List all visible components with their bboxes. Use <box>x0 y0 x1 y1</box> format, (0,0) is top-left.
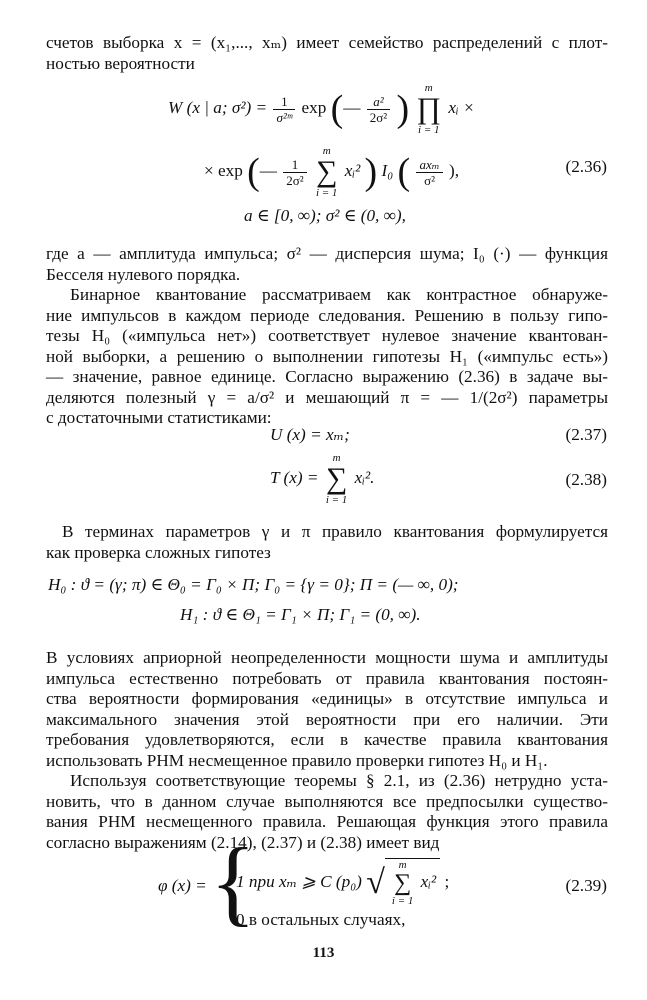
text-line: — значение, равное единице. Согласно выражению (2.36) в задаче вы- <box>46 367 608 386</box>
definition-paragraph <box>46 244 608 285</box>
fraction: $\frac{\text{axₘ}}{\text{σ²}}$ <box>416 157 442 188</box>
text-line: где a — амплитуда импульса; σ² — дисперсия шума; I₀ (·) — функция <box>46 244 608 263</box>
text-line: ностью вероятности <box>46 53 195 73</box>
equation-2-37: U (x) = xₘ; <box>270 425 350 444</box>
equation-2-38: T (x) = m ∑ i = 1 xᵢ². <box>270 452 375 506</box>
bessel-function: I₀ <box>381 160 394 180</box>
text-line: импульса естественно потребовать от правила квантования постоян- <box>46 668 608 688</box>
sum-body: xᵢ² <box>344 160 361 180</box>
exp-function: exp <box>301 97 327 117</box>
text-line: В условиях априорной неопределенности мощности шума и амплитуды <box>46 648 608 667</box>
text-line: счетов выборка x = (x₁,..., xₘ) имеет семейство распределений с плот- <box>46 33 608 52</box>
equation-2-39-case-2: 0 в остальных случаях, <box>236 910 406 929</box>
text-line: ной выборки, а решению о выполнении гипотезы H₁ («импульс есть») <box>46 346 608 366</box>
sum-operator: m ∑ i = 1 <box>315 145 338 199</box>
fraction: $\frac{\text{a²}}{\text{2σ²}}$ <box>367 94 390 125</box>
text-line: ние импульсов в каждом периоде следования. Решению в пользу гипо- <box>46 305 608 325</box>
text-line: Бинарное квантование рассматриваем как контрастное обнаруже- <box>70 285 608 304</box>
equation-domain: a ∈ [0, ∞); σ² ∈ (0, ∞), <box>244 206 406 225</box>
paragraph-theorems <box>46 771 608 853</box>
text-line: с достаточными статистиками: <box>46 408 272 427</box>
paragraph-a-priori <box>46 648 608 771</box>
hypothesis-h0: H₀ : ϑ = (γ; π) ∈ Θ₀ = Γ₀ × Π; Γ₀ = {γ = 0}; Π = (— ∞, 0); <box>48 575 459 594</box>
text-line: использовать РНМ несмещенное правило проверки гипотез H₀ и H₁. <box>46 750 548 770</box>
page-number: 113 <box>312 945 335 961</box>
equation-number: (2.36) <box>565 157 607 176</box>
text-line: деляются полезный γ = a/σ² и мешающий π = — 1/(2σ²) параметры <box>46 387 608 407</box>
eq-lhs: W (x | a; σ²) = <box>168 97 272 117</box>
text-line: вания РНМ несмещенного правила. Решающая функция этого правила <box>46 812 608 831</box>
fraction: $\frac{1}{\text{σ²ᵐ}}$ <box>273 94 295 125</box>
equation-number: (2.38) <box>565 470 607 489</box>
hypothesis-h1: H₁ : ϑ ∈ Θ₁ = Γ₁ × Π; Γ₁ = (0, ∞). <box>180 605 421 624</box>
exp-function: × exp <box>204 160 243 180</box>
product-operator: m ∏ i = 1 <box>416 82 442 136</box>
paren-open: ( <box>330 88 344 130</box>
equation-2-36-line-1: W (x | a; σ²) = $\frac{1}{\text{σ²ᵐ}}$ exp (— $\frac{\text{a²}}{\text{2σ²}}$ ) m ∏ i = 1 xᵢ × <box>168 82 475 136</box>
left-brace: { <box>210 828 257 935</box>
text-line: требования удовлетворяются, если в качестве правила квантования <box>46 730 608 749</box>
text-line: новить, что в данном случае выполняются все предпосылки существо- <box>46 791 608 811</box>
equation-2-39-case-1: 1 при xₘ ⩾ C (p₀) √ m ∑ i = 1 xᵢ² ; <box>236 859 450 907</box>
text-line: максимального значения этой вероятности при его наличии. Эти <box>46 709 608 729</box>
text-line: как проверка сложных гипотез <box>46 542 271 562</box>
text-line: Используя соответствующие теоремы § 2.1, из (2.36) нетрудно уста- <box>70 771 608 790</box>
text-line: ства вероятности формирования «единицы» в отсутствие импульса и <box>46 689 608 708</box>
paragraph-binary-quantization <box>46 285 608 429</box>
fraction: $\frac{1}{\text{2σ²}}$ <box>283 157 306 188</box>
product-body: xᵢ × <box>448 97 475 117</box>
sum-operator: m ∑ i = 1 <box>391 859 414 907</box>
paren-close: ) <box>396 88 410 130</box>
equation-number: (2.39) <box>565 876 607 895</box>
text-line: Бесселя нулевого порядка. <box>46 264 241 284</box>
sqrt-radicand: m ∑ i = 1 xᵢ² <box>385 858 440 907</box>
equation-2-39-lhs: φ (x) = <box>158 876 207 895</box>
equation-number: (2.37) <box>565 425 607 444</box>
text-line: тезы H₀ («импульса нет») соответствует нулевое значение квантован- <box>46 326 608 345</box>
paragraph-hypotheses-intro <box>46 522 608 563</box>
sum-operator: m ∑ i = 1 <box>325 452 348 506</box>
equation-2-36-line-2: × exp (— $\frac{1}{\text{2σ²}}$ m ∑ i = 1 xᵢ² ) I₀ ( $\frac{\text{axₘ}}{\text{σ²}}$ ), <box>204 145 460 199</box>
text-line: согласно выражениям (2.14), (2.37) и (2.38) имеет вид <box>46 832 440 852</box>
intro-paragraph <box>46 33 608 74</box>
text-line: В терминах параметров γ и π правило квантования формулируется <box>62 522 608 541</box>
